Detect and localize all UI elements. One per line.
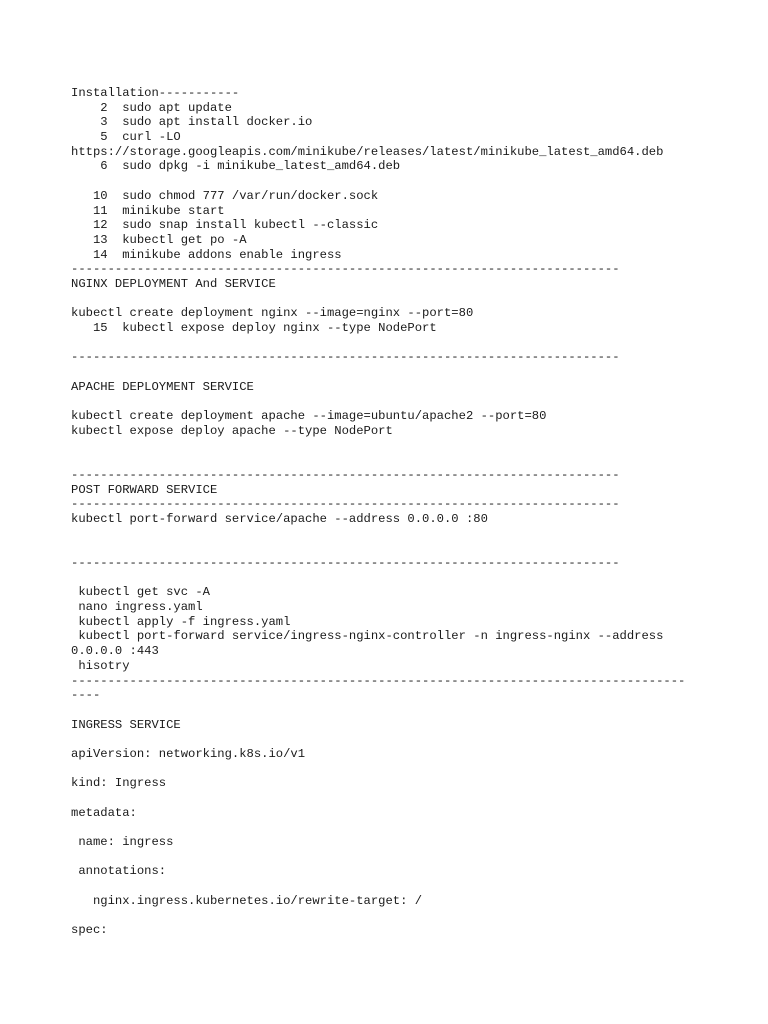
document-line: --------------------------------------------------------------------------- [71, 556, 620, 570]
document-line: name: ingress [71, 835, 174, 850]
document-line [71, 571, 751, 586]
document-line: --------------------------------------------------------------------------- [71, 350, 620, 365]
document-line: 5 curl -LO [71, 130, 181, 145]
document-line: https://storage.googleapis.com/minikube/releases/latest/minikube_latest_amd64.deb [71, 144, 664, 159]
document-line: --------------------------------------------------------------------------- [71, 497, 620, 512]
document-line [71, 909, 751, 924]
document-line: kubectl create deployment nginx --image=nginx --port=80 [71, 306, 474, 321]
document-line [71, 820, 751, 835]
document-line: 10 sudo chmod 777 /var/run/docker.sock [71, 188, 379, 203]
document-line: 0.0.0.0 :443 [71, 644, 159, 659]
document-line: kubectl expose deploy apache --type NodePort [71, 423, 393, 438]
document-line: spec: [71, 923, 108, 938]
document-line: kubectl port-forward service/ingress-nginx-controller -n ingress-nginx --address [71, 629, 664, 644]
document-line: 15 kubectl expose deploy nginx --type NodePort [71, 321, 437, 335]
document-line: ------------------------------------------------------------------------------------ [71, 673, 686, 688]
document-line [71, 439, 751, 454]
document-line: APACHE DEPLOYMENT SERVICE [71, 379, 254, 394]
document-line: kubectl create deployment apache --image=ubuntu/apache2 --port=80 [71, 409, 547, 424]
document-line [71, 336, 751, 351]
document-line: nano ingress.yaml [71, 600, 203, 615]
document-line [71, 527, 751, 542]
document-line [71, 879, 751, 894]
document-line: kubectl apply -f ingress.yaml [71, 614, 291, 629]
document-line: 3 sudo apt install docker.io [71, 115, 313, 130]
document-line [71, 850, 751, 865]
document-line: 11 minikube start [71, 203, 225, 218]
document-line: Installation----------- [71, 86, 240, 100]
document-line: INGRESS SERVICE [71, 717, 181, 732]
document-line [71, 292, 751, 307]
document-line: annotations: [71, 864, 167, 879]
document-line: kubectl port-forward service/apache --address 0.0.0.0 :80 [71, 511, 488, 526]
document-line [71, 394, 751, 409]
document-line: NGINX DEPLOYMENT And SERVICE [71, 276, 276, 291]
document-line: --------------------------------------------------------------------------- [71, 262, 620, 277]
document-line [71, 541, 751, 556]
document-line: nginx.ingress.kubernetes.io/rewrite-target: / [71, 893, 423, 908]
document-line [71, 174, 751, 189]
document-line [71, 365, 751, 380]
document-line: apiVersion: networking.k8s.io/v1 [71, 746, 306, 761]
document-line: hisotry [71, 658, 130, 673]
document-line: 2 sudo apt update [71, 100, 232, 115]
document-line: 14 minikube addons enable ingress [71, 247, 342, 262]
document-line: kind: Ingress [71, 776, 167, 791]
document-line: 12 sudo snap install kubectl --classic [71, 218, 379, 233]
document-line [71, 791, 751, 806]
document-line [71, 453, 751, 468]
document-line: 6 sudo dpkg -i minikube_latest_amd64.deb [71, 159, 401, 174]
document-line: 13 kubectl get po -A [71, 232, 247, 247]
document-line [71, 762, 751, 777]
document-text [71, 86, 751, 938]
document-line: metadata: [71, 805, 137, 820]
document-line: POST FORWARD SERVICE [71, 482, 218, 497]
document-line: kubectl get svc -A [71, 585, 210, 600]
document-line [71, 703, 751, 718]
document-line: ---- [71, 688, 101, 703]
document-line [71, 732, 751, 747]
document-line: --------------------------------------------------------------------------- [71, 467, 620, 482]
